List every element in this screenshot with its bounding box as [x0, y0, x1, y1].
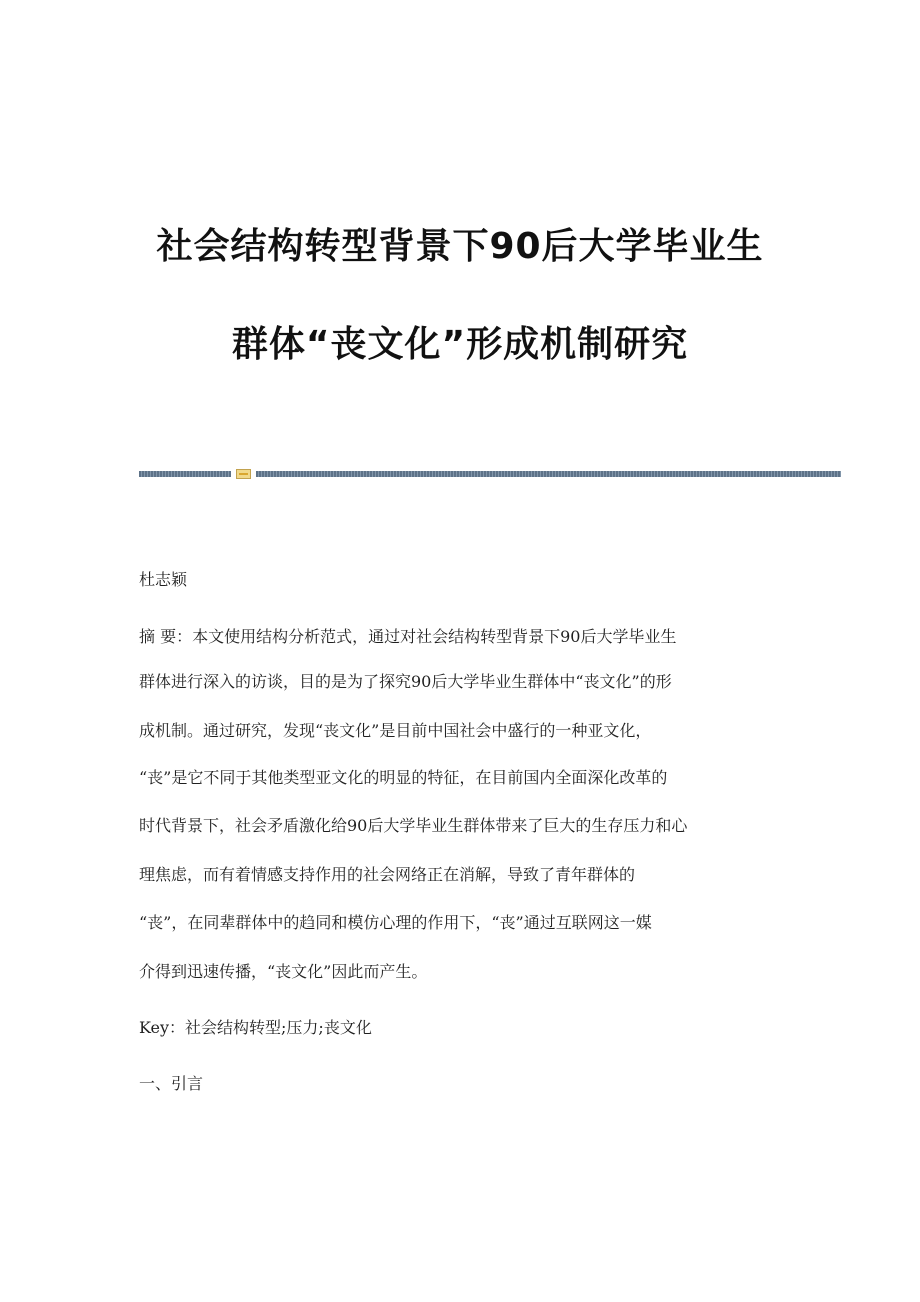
divider-ornament-icon [236, 469, 251, 479]
abstract-line-1: 摘 要：本文使用结构分析范式，通过对社会结构转型背景下90后大学毕业生 [139, 627, 677, 646]
title-line-2: 群体“丧文化”形成机制研究 [231, 324, 689, 365]
section-heading-introduction: 一、引言 [139, 1074, 204, 1093]
abstract-line-2: 群体进行深入的访谈，目的是为了探究90后大学毕业生群体中“丧文化”的形 [139, 672, 672, 691]
divider-bar-left [139, 471, 231, 477]
title-line-1: 社会结构转型背景下90后大学毕业生 [156, 226, 764, 267]
divider-bar-right [256, 471, 841, 477]
title-divider [139, 469, 841, 479]
abstract-line-7: “丧”，在同辈群体中的趋同和模仿心理的作用下，“丧”通过互联网这一媒 [139, 913, 652, 932]
abstract-line-6: 理焦虑，而有着情感支持作用的社会网络正在消解，导致了青年群体的 [139, 865, 636, 884]
keywords-line: Key：社会结构转型;压力;丧文化 [139, 1018, 372, 1037]
abstract-line-8: 介得到迅速传播，“丧文化”因此而产生。 [139, 962, 428, 981]
abstract-line-4: “丧”是它不同于其他类型亚文化的明显的特征，在目前国内全面深化改革的 [139, 768, 668, 787]
abstract-line-5: 时代背景下，社会矛盾激化给90后大学毕业生群体带来了巨大的生存压力和心 [139, 816, 688, 835]
abstract-line-3: 成机制。通过研究，发现“丧文化”是目前中国社会中盛行的一种亚文化， [139, 721, 652, 740]
author-name: 杜志颖 [139, 570, 188, 589]
